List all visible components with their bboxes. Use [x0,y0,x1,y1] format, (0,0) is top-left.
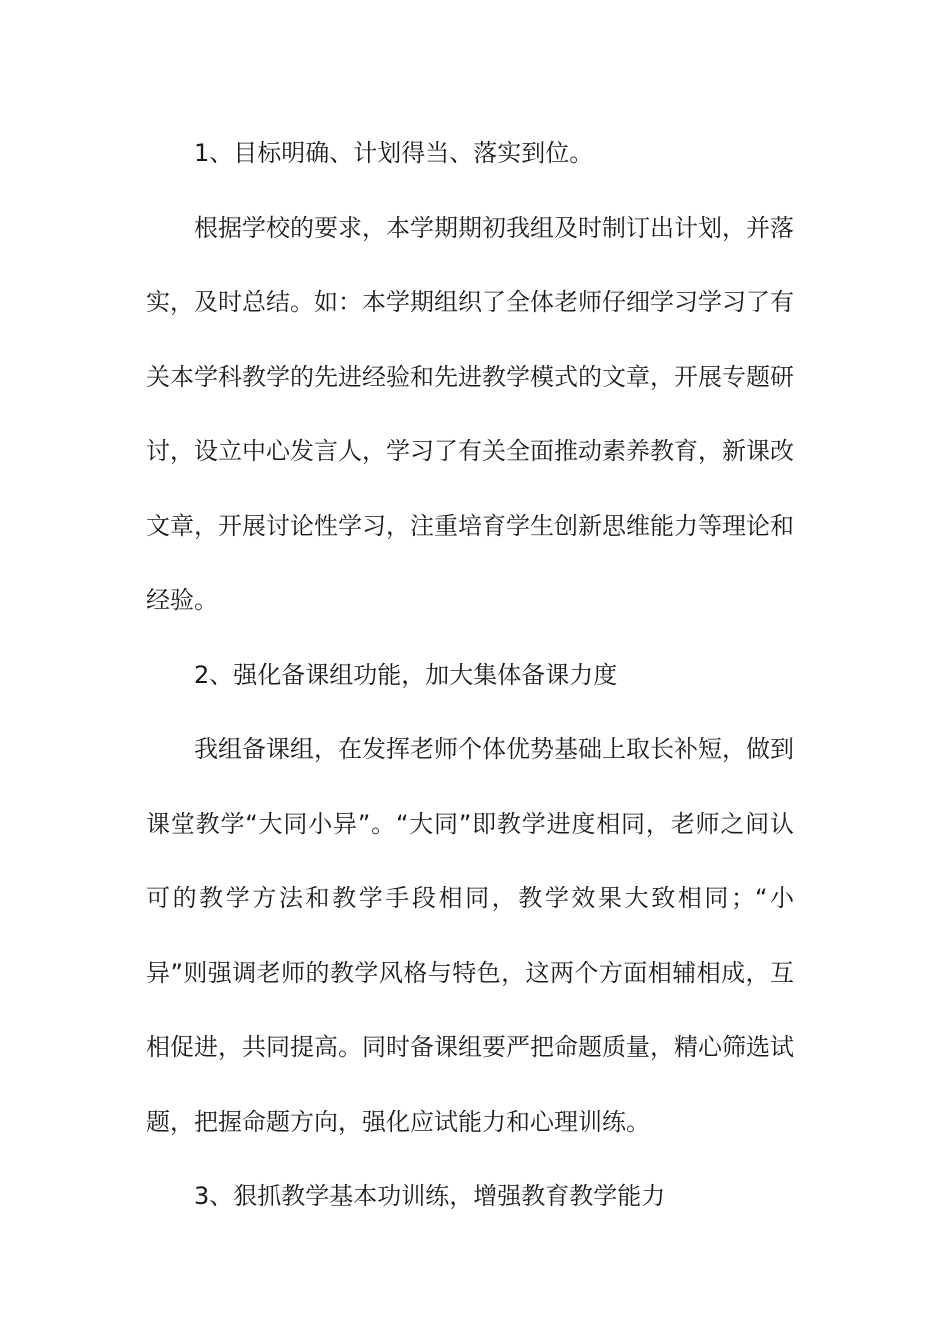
document-body [146,116,794,1234]
heading-goals: 1、目标明确、计划得当、落实到位。 [194,139,594,167]
paragraph-lesson-prep: 我组备课组，在发挥老师个体优势基础上取长补短，做到课堂教学“大同小异”。“大同”即教学进度相同，老师之间认可的教学方法和教学手段相同，教学效果大致相同；“小异”则强调老师的教学风格与特色，这两个方面相辅相成，互相促进，共同提高。同时备课组要严把命题质量，精心筛选试题，把握命题方向，强化应试能力和心理训练。 [146,735,794,1136]
paragraph-plan: 根据学校的要求，本学期期初我组及时制订出计划，并落实，及时总结。如：本学期组织了全体老师仔细学习学习了有关本学科教学的先进经验和先进教学模式的文章，开展专题研讨，设立中心发言人，学习了有关全面推动素养教育，新课改文章，开展讨论性学习，注重培育学生创新思维能力等理论和经验。 [146,213,794,614]
heading-teaching-skills: 3、狠抓教学基本功训练，增强教育教学能力 [194,1182,666,1210]
heading-lesson-prep: 2、强化备课组功能，加大集体备课力度 [194,660,618,689]
